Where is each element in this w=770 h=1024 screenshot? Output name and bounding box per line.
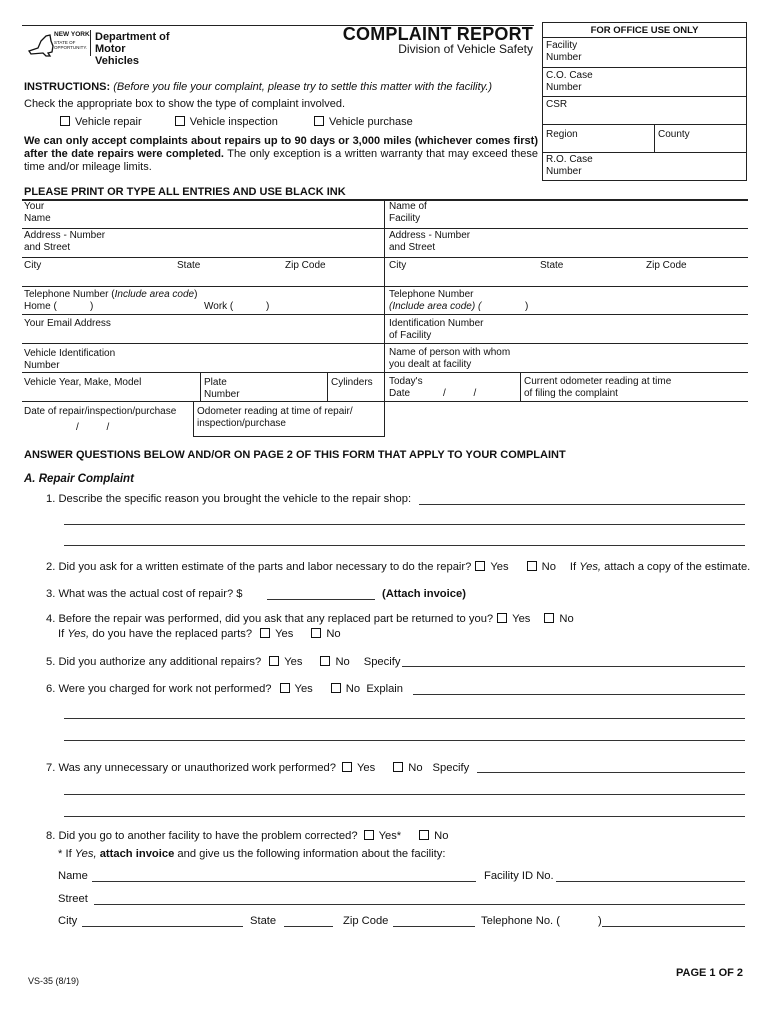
work-phone-close: ): [266, 301, 270, 312]
year-make-model-label: Vehicle Year, Make, Model: [24, 377, 142, 388]
instructions-text: (Before you file your complaint, please try to settle this matter with the facility.): [113, 81, 493, 93]
facility-id-label: Identification Number of Facility: [389, 318, 484, 341]
q7-specify-line-3[interactable]: [64, 816, 745, 817]
agency-name-line1: Department of: [95, 31, 170, 43]
q8-telephone-close: ): [598, 915, 602, 927]
cylinders-label: Cylinders: [331, 377, 373, 388]
vehicle-purchase-label: Vehicle purchase: [328, 116, 413, 128]
time-limit-notice: [24, 135, 538, 174]
facility-telephone-areacode: (Include area code) (: [389, 301, 482, 312]
plate-number-label: Plate Number: [204, 377, 240, 400]
email-label: Your Email Address: [24, 318, 111, 329]
q8-zip-line[interactable]: [393, 926, 475, 927]
vehicle-inspection-checkbox[interactable]: [175, 116, 185, 126]
q6-no-checkbox[interactable]: [331, 683, 341, 693]
q6-yes-checkbox[interactable]: [280, 683, 290, 693]
q8-city-line[interactable]: [82, 926, 243, 927]
q8-street-line[interactable]: [94, 904, 745, 905]
logo-opportunity-text: OPPORTUNITY.: [54, 45, 88, 50]
work-phone-label: Work (: [204, 301, 234, 312]
nys-logo: [26, 30, 171, 67]
current-odometer-label: Current odometer reading at time of filing the complaint: [524, 376, 672, 399]
vehicle-repair-label: Vehicle repair: [75, 116, 142, 128]
q8-facility-id-label: Facility ID No.: [484, 870, 554, 882]
question-3: 3. What was the actual cost of repair? $: [46, 588, 243, 600]
q8-state-line[interactable]: [284, 926, 333, 927]
instructions-line: [24, 81, 492, 93]
q2-yes-checkbox[interactable]: [475, 561, 485, 571]
q1-answer-line-1[interactable]: [419, 504, 745, 505]
q5-no-checkbox[interactable]: [320, 656, 330, 666]
home-phone-close: ): [90, 301, 94, 312]
check-box-instruction: Check the appropriate box to show the type of complaint involved.: [24, 98, 346, 110]
form-id: VS-35 (8/19): [28, 976, 80, 986]
answer-heading: ANSWER QUESTIONS BELOW AND/OR ON PAGE 2 OF THIS FORM THAT APPLY TO YOUR COMPLAINT: [24, 449, 566, 461]
your-name-label: Your Name: [24, 201, 51, 224]
q6-explain-line-1[interactable]: [413, 694, 745, 695]
todays-date-slashes: / /: [443, 388, 477, 399]
q6-explain-line-3[interactable]: [64, 740, 745, 741]
logo-state-of-text: STATE OF: [54, 40, 76, 45]
odometer-repair-label: Odometer reading at time of repair/ inspection/purchase: [197, 406, 353, 429]
q8-telephone-label: Telephone No. (: [481, 915, 560, 927]
form-subtitle: Division of Vehicle Safety: [398, 42, 533, 56]
date-repair-slashes: / /: [76, 422, 110, 433]
facility-state-label: State: [540, 260, 564, 271]
office-ro-case-label: R.O. Case Number: [546, 154, 593, 177]
vehicle-inspection-label: Vehicle inspection: [189, 116, 278, 128]
q2-no-checkbox[interactable]: [527, 561, 537, 571]
your-telephone-label: Telephone Number (Include area code): [24, 289, 198, 300]
complaint-type-row: [60, 116, 413, 128]
your-zip-label: Zip Code: [285, 260, 326, 271]
q3-attach-invoice: (Attach invoice): [382, 588, 466, 600]
question-4: 4. Before the repair was performed, did you ask that any replaced part be returned to you? Yes No: [46, 613, 574, 625]
question-1: 1. Describe the specific reason you brought the vehicle to the repair shop:: [46, 493, 412, 505]
your-city-label: City: [24, 260, 42, 271]
q8-street-label: Street: [58, 893, 88, 905]
q1-answer-line-3[interactable]: [64, 545, 745, 546]
q4b-yes-checkbox[interactable]: [260, 628, 270, 638]
q3-cost-line[interactable]: [267, 599, 375, 600]
q8-note: * If Yes, attach invoice and give us the following information about the facility:: [58, 848, 446, 860]
question-4b: If Yes, do you have the replaced parts? Yes No: [58, 628, 341, 640]
q7-specify-line-2[interactable]: [64, 794, 745, 795]
your-address-label: Address - Number and Street: [24, 230, 106, 253]
question-2: 2. Did you ask for a written estimate of the parts and labor necessary to do the repair? Yes No If Yes, attach a copy of the estimate.: [46, 561, 751, 573]
logo-new-york-text: NEW YORK: [54, 31, 90, 38]
logo-divider: [90, 30, 91, 56]
q8-no-checkbox[interactable]: [419, 830, 429, 840]
q6-explain-line-2[interactable]: [64, 718, 745, 719]
office-csr-label: CSR: [546, 99, 568, 110]
agency-name-line2: Motor Vehicles: [95, 43, 140, 67]
facility-telephone-close: ): [525, 301, 529, 312]
office-facility-number-label: Facility Number: [546, 40, 582, 63]
office-region-label: Region: [546, 129, 578, 140]
q8-yes-checkbox[interactable]: [364, 830, 374, 840]
person-dealt-with-label: Name of person with whom you dealt at facility: [389, 347, 511, 370]
your-state-label: State: [177, 260, 201, 271]
q8-city-label: City: [58, 915, 78, 927]
vehicle-repair-checkbox[interactable]: [60, 116, 70, 126]
time-limit-bold: We can only accept complaints about repairs up to 90 days or 3,000 miles (whichever comes first) after the date repairs were completed.: [24, 135, 538, 160]
facility-name-label: Name of Facility: [389, 201, 427, 224]
q8-zip-label: Zip Code: [343, 915, 389, 927]
office-co-case-label: C.O. Case Number: [546, 70, 593, 93]
office-use-heading: FOR OFFICE USE ONLY: [590, 25, 699, 36]
facility-telephone-label: Telephone Number: [389, 289, 474, 300]
date-repair-label: Date of repair/inspection/purchase: [24, 406, 177, 417]
page-number: PAGE 1 OF 2: [676, 967, 744, 979]
home-phone-label: Home (: [24, 301, 57, 312]
q8-telephone-line[interactable]: [602, 926, 745, 927]
facility-zip-label: Zip Code: [646, 260, 687, 271]
q8-name-label: Name: [58, 870, 88, 882]
q8-state-label: State: [250, 915, 277, 927]
facility-address-label: Address - Number and Street: [389, 230, 471, 253]
vin-label: Vehicle Identification Number: [24, 348, 116, 371]
q1-answer-line-2[interactable]: [64, 524, 745, 525]
q7-no-checkbox[interactable]: [393, 762, 403, 772]
q7-yes-checkbox[interactable]: [342, 762, 352, 772]
office-county-label: County: [658, 129, 690, 140]
q5-yes-checkbox[interactable]: [269, 656, 279, 666]
instructions-label: INSTRUCTIONS:: [24, 81, 111, 93]
q5-specify-line[interactable]: [402, 666, 745, 667]
facility-city-label: City: [389, 260, 407, 271]
time-limit-rest: The only exception is a written warranty that may exceed these time and/or mileage limits.: [24, 148, 538, 173]
q4-yes-checkbox[interactable]: [497, 613, 507, 623]
q8-facility-id-line[interactable]: [556, 881, 745, 882]
question-6: 6. Were you charged for work not performed? Yes No Explain: [46, 683, 404, 695]
todays-date-label: Today's Date: [389, 376, 423, 399]
q4-no-checkbox[interactable]: [544, 613, 554, 623]
new-york-state-map-icon: [26, 32, 56, 58]
section-a-heading: A. Repair Complaint: [24, 473, 134, 485]
form-title: COMPLAINT REPORT: [342, 24, 533, 44]
question-5: 5. Did you authorize any additional repairs? Yes No Specify: [46, 656, 401, 668]
q4b-no-checkbox[interactable]: [311, 628, 321, 638]
print-heading: PLEASE PRINT OR TYPE ALL ENTRIES AND USE BLACK INK: [24, 186, 346, 198]
question-8: 8. Did you go to another facility to have the problem corrected? Yes* No: [46, 830, 449, 842]
q8-name-line[interactable]: [92, 881, 476, 882]
question-7: 7. Was any unnecessary or unauthorized work performed? Yes No Specify: [46, 762, 470, 774]
vehicle-purchase-checkbox[interactable]: [314, 116, 324, 126]
q7-specify-line-1[interactable]: [477, 772, 745, 773]
